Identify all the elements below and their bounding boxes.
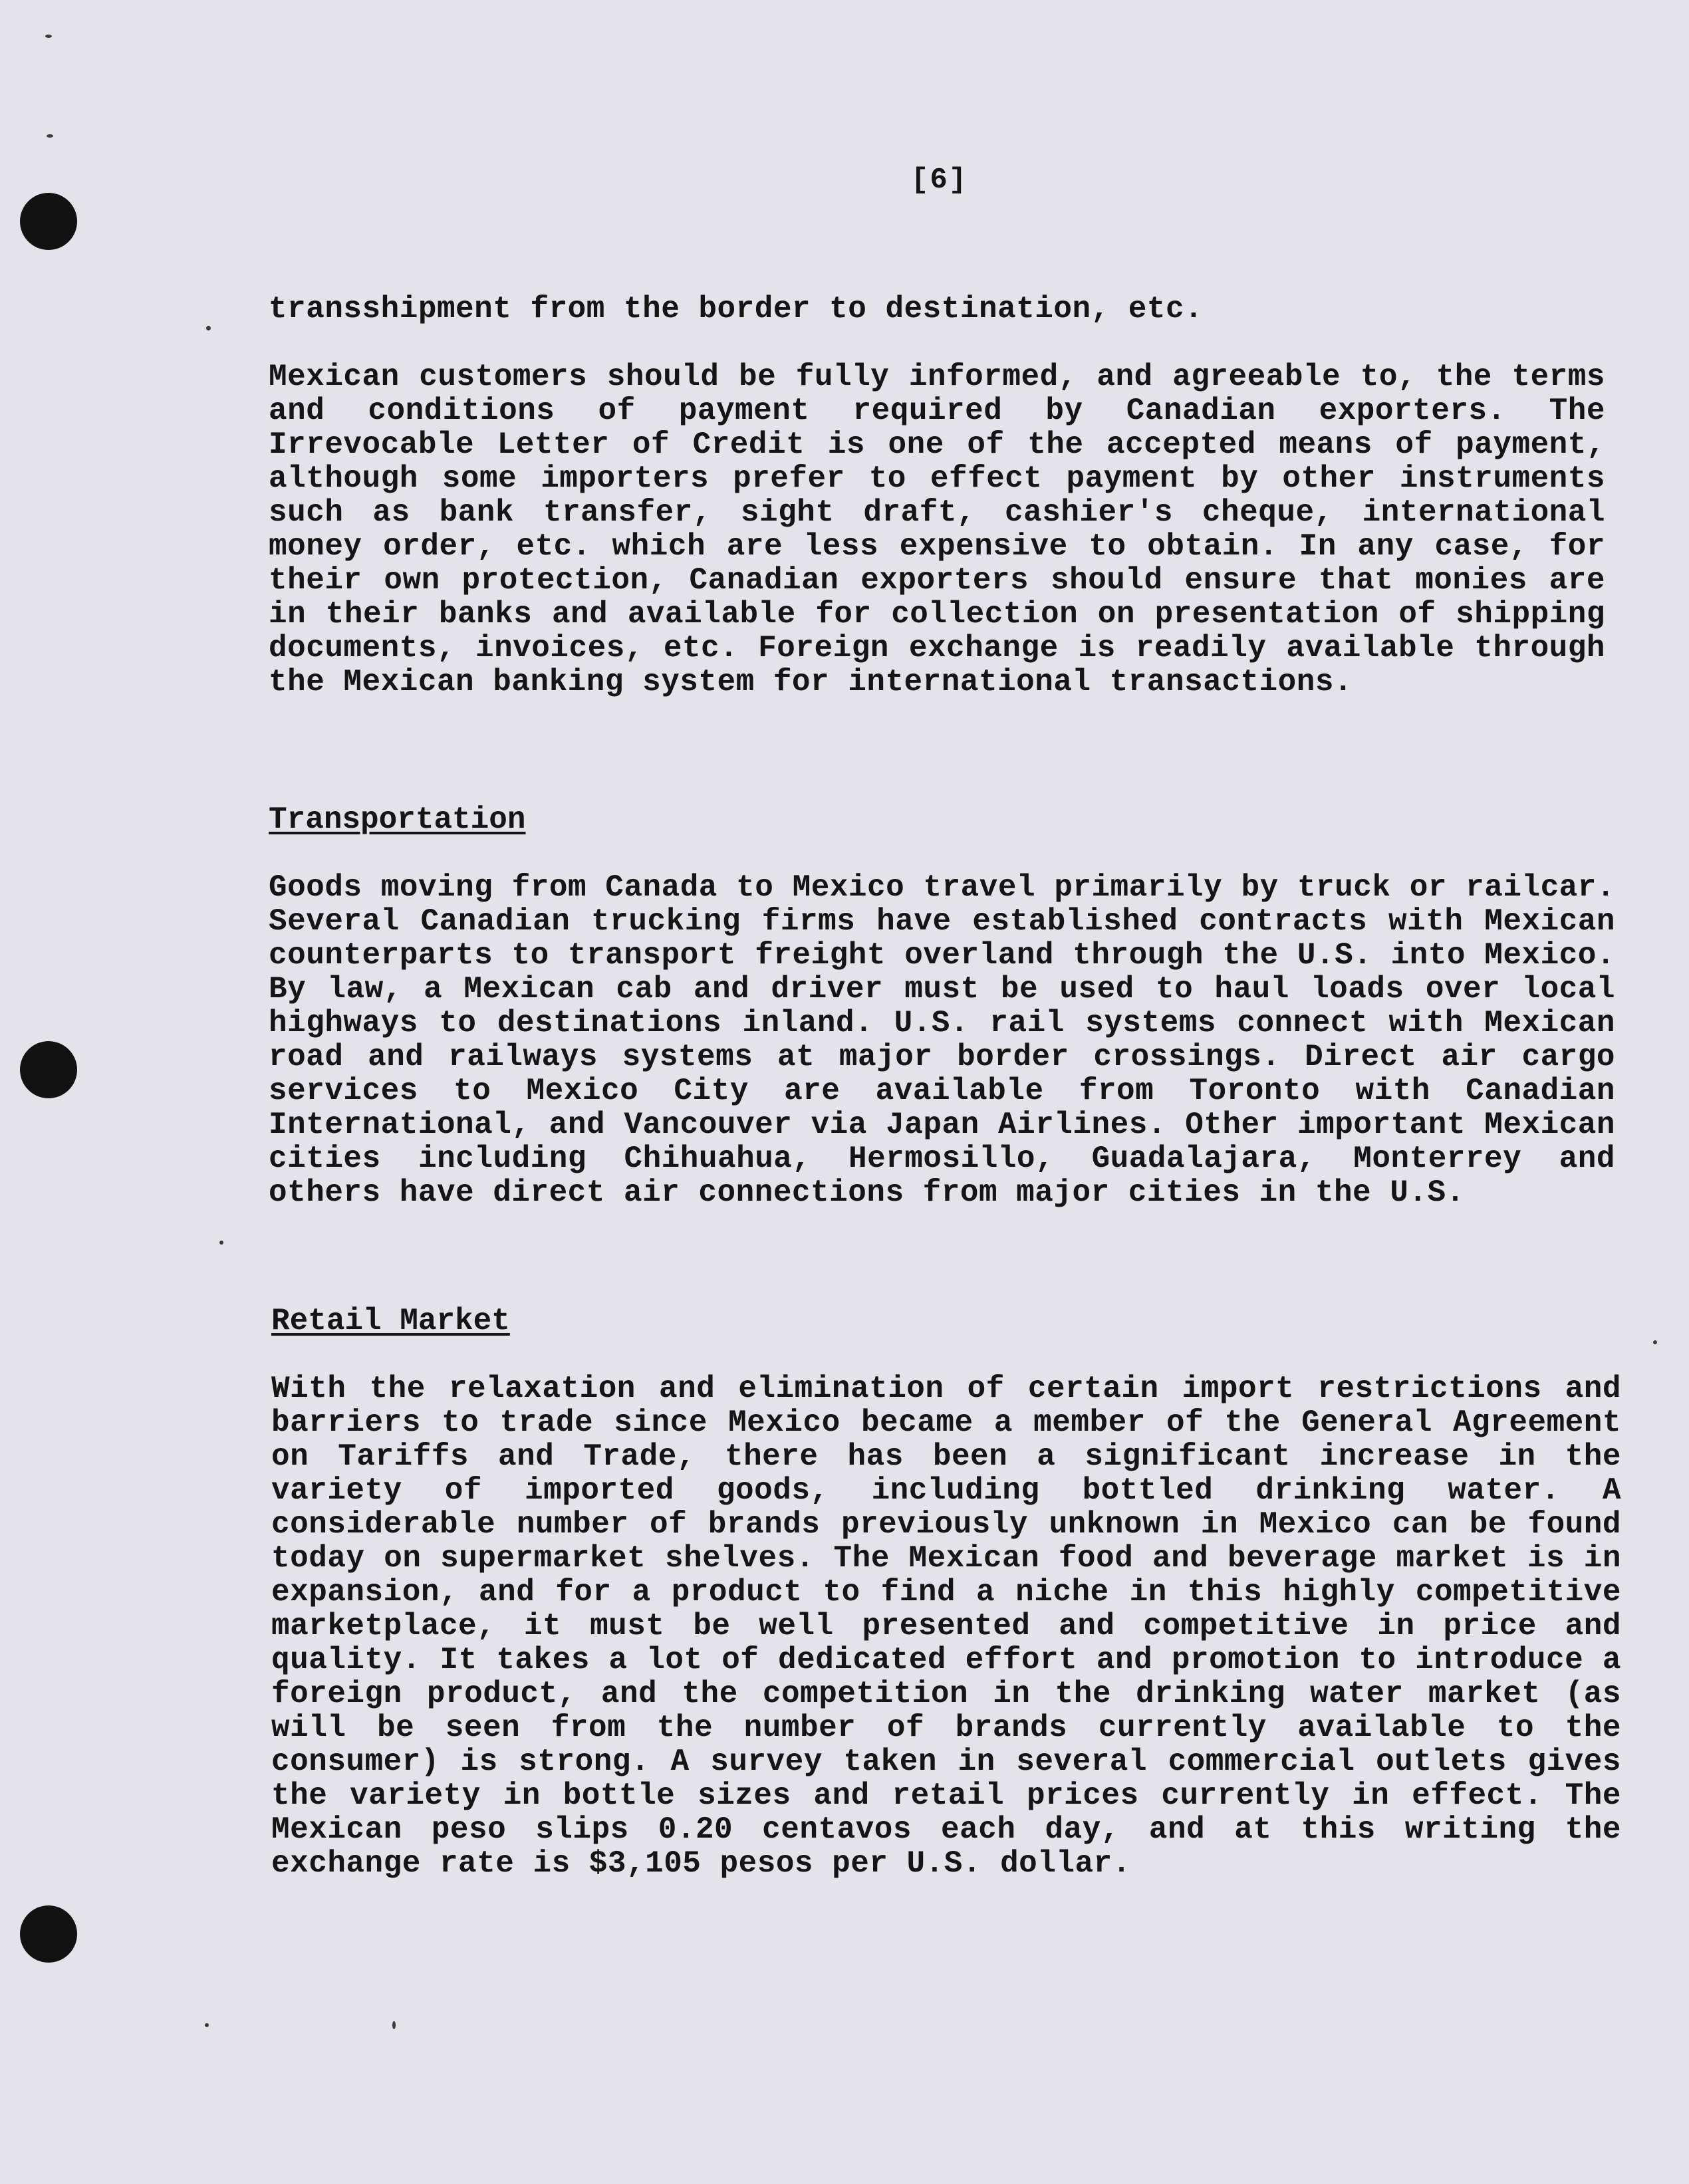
- transportation-heading: Transportation: [269, 802, 526, 837]
- retail-market-heading: Retail Market: [271, 1304, 510, 1338]
- scan-speck: [1653, 1340, 1657, 1344]
- payment-paragraph: Mexican customers should be fully informed, and agreeable to, the terms and conditions of payment required by Canadian exporters. The Irrevocable Letter of Credit is one of the accepted means of payment, although some importers prefer to effect payment by other instruments such as bank transfer, sight draft, cashier's cheque, international money order, etc. which are less expensive to obtain. In any case, for their own protection, Canadian exporters should ensure that monies are in their banks and available for collection on presentation of shipping documents, invoices, etc. Foreign exchange is readily available through the Mexican banking system for international transactions.: [269, 360, 1605, 699]
- page-number: [6]: [911, 164, 968, 197]
- punch-hole-bottom: [20, 1905, 77, 1963]
- scan-speck: [205, 2023, 209, 2027]
- scan-speck: [392, 2021, 396, 2029]
- transportation-paragraph: Goods moving from Canada to Mexico travel primarily by truck or railcar. Several Canadian trucking firms have established contracts with Mexican counterparts to transport freight overland through the U.S. into Mexico. By law, a Mexican cab and driver must be used to haul loads over local highways to destinations inland. U.S. rail systems connect with Mexican road and railways systems at major border crossings. Direct air cargo services to Mexico City are available from Toronto with Canadian International, and Vancouver via Japan Airlines. Other important Mexican cities including Chihuahua, Hermosillo, Guadalajara, Monterrey and others have direct air connections from major cities in the U.S.: [269, 870, 1615, 1210]
- scan-speck: [45, 35, 52, 38]
- continuation-paragraph: transshipment from the border to destination, etc.: [269, 292, 1204, 326]
- punch-hole-top: [20, 193, 77, 250]
- scan-speck: [206, 326, 211, 330]
- scan-speck: [219, 1241, 223, 1245]
- punch-hole-middle: [20, 1041, 77, 1098]
- retail-market-paragraph: With the relaxation and elimination of certain import restrictions and barriers to trade since Mexico became a member of the General Agreement on Tariffs and Trade, there has been a significant increase in the variety of imported goods, including bottled drinking water. A considerable number of brands previously unknown in Mexico can be found today on supermarket shelves. The Mexican food and beverage market is in expansion, and for a product to find a niche in this highly competitive marketplace, it must be well presented and competitive in price and quality. It takes a lot of dedicated effort and promotion to introduce a foreign product, and the competition in the drinking water market (as will be seen from the number of brands currently available to the consumer) is strong. A survey taken in several commercial outlets gives the variety in bottle sizes and retail prices currently in effect. The Mexican peso slips 0.20 centavos each day, and at this writing the exchange rate is $3,105 pesos per U.S. dollar.: [271, 1372, 1621, 1881]
- scan-speck: [47, 134, 53, 138]
